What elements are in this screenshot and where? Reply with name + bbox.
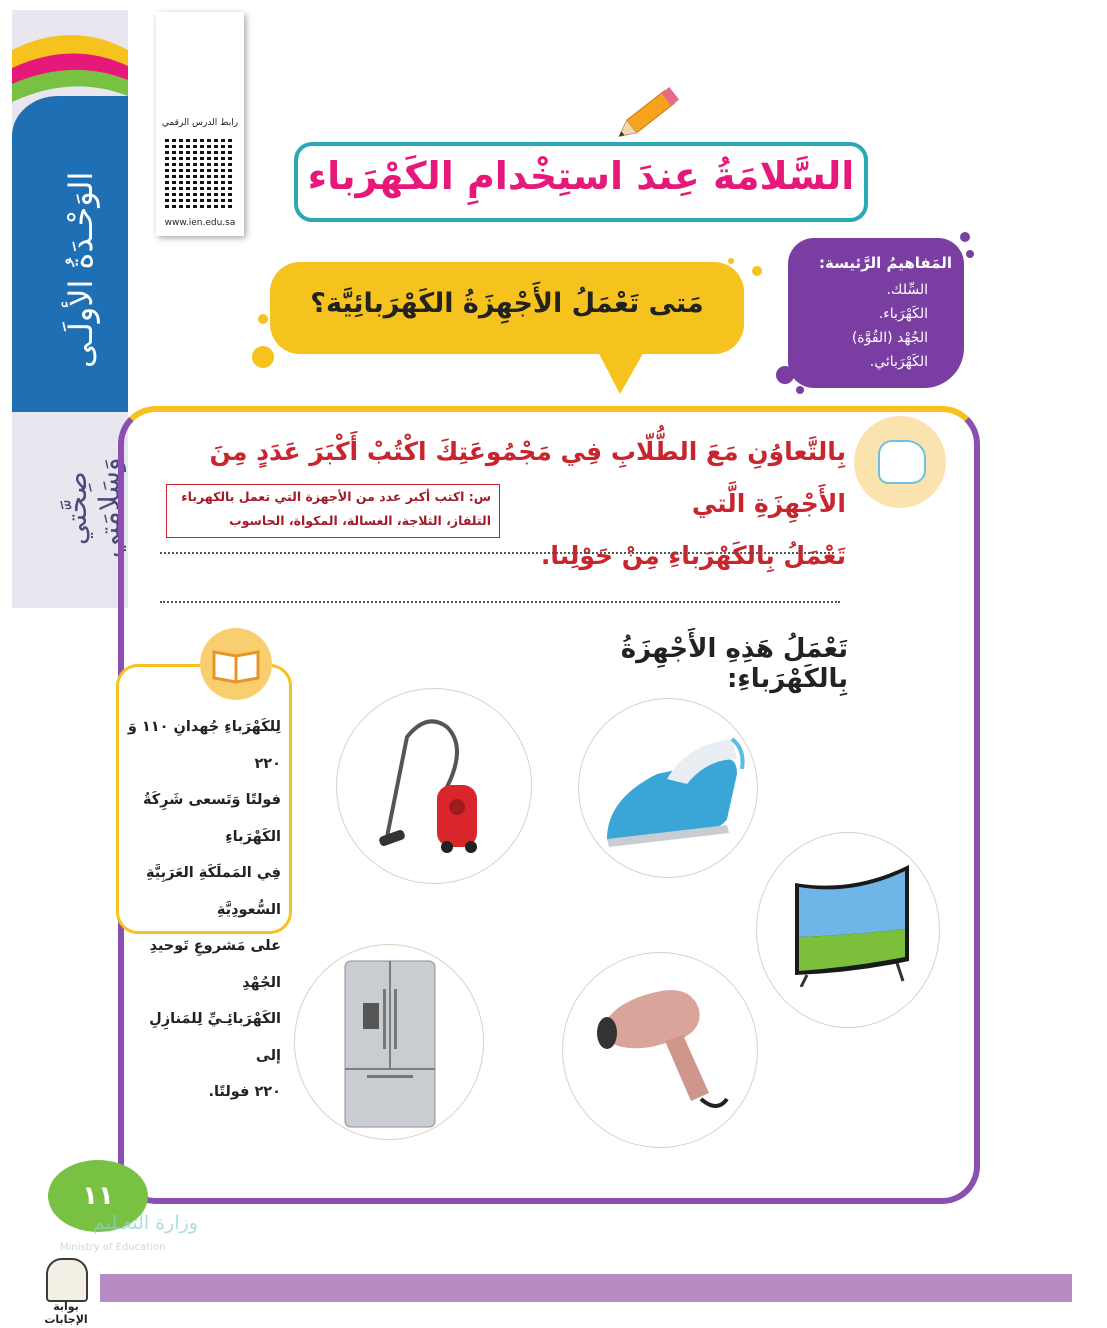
title-box	[294, 142, 868, 222]
question-bubble-tail	[596, 348, 646, 394]
hair-dryer-circle	[562, 952, 758, 1148]
decor-dot	[776, 366, 794, 384]
info-line: فِي المَملَكَةِ العَرَبِيَّةِ السُّعودِيَّةِ	[145, 865, 281, 918]
pencil-icon	[608, 80, 688, 150]
qr-card[interactable]	[156, 12, 244, 236]
info-line: لِلكَهْرَباءِ جُهدانِ ١١٠ وَ ٢٢٠	[127, 719, 281, 772]
activity-line-2: تَعْمَلُ بِالكَهْرَباءِ مِنْ حَوْلِنا.	[540, 541, 846, 570]
hair-dryer-icon	[591, 981, 731, 1121]
activity-line-1: بِالتَّعاوُنِ مَعَ الطُّلّابِ فِي مَجْمُوعَتِكَ اكْتُبْ أَكْبَرَ عَدَدٍ مِنَ الأَجْهِزَةِ الَّتي	[209, 437, 846, 518]
concept-item: الكَهْرَبائي.	[869, 354, 928, 370]
book-icon	[200, 628, 272, 700]
decor-dot	[752, 266, 762, 276]
info-text	[127, 709, 281, 1111]
vacuum-cleaner-circle	[336, 688, 532, 884]
answer-text: التلفاز، الثلاجة، الغسالة، المكواة، الحاسوب	[229, 513, 491, 528]
steam-iron-icon	[597, 729, 747, 849]
answer-box	[166, 484, 500, 538]
ministry-logo-text-en: Ministry of Education	[60, 1242, 166, 1253]
decor-dot	[728, 258, 734, 264]
vacuum-cleaner-icon	[377, 707, 487, 857]
devices-title: تَعْمَلُ هَذِهِ الأَجْهِزَةُ بِالكَهْرَباءِ:	[620, 634, 848, 694]
answer-question: س: اكتب أكبر عدد من الأجهزة التي تعمل بالكهرباء	[181, 489, 491, 504]
info-box	[116, 664, 292, 1100]
decor-dot	[258, 314, 268, 324]
decor-dot	[796, 386, 804, 394]
refrigerator-icon	[343, 959, 437, 1129]
info-line: ٢٢٠ فولتًا.	[208, 1084, 281, 1100]
map-shape	[878, 440, 926, 484]
concept-item: الجُهْد (القُوَّة)	[851, 330, 928, 346]
decor-dot	[966, 250, 974, 258]
steam-iron-circle	[578, 698, 758, 878]
question-text: مَتى تَعْمَلُ الأَجْهِزَةُ الكَهْرَبائِيَّة؟	[310, 288, 704, 319]
qr-url[interactable]: www.ien.edu.sa	[164, 218, 236, 228]
television-circle	[756, 832, 940, 1028]
answer-line-1[interactable]	[160, 552, 834, 554]
concept-item: السِّلك.	[886, 282, 928, 298]
page-number: ١١	[48, 1160, 148, 1232]
portal-logo	[46, 1258, 88, 1302]
refrigerator-circle	[294, 944, 484, 1140]
lesson-title: صِحَّتي وَسَلامَتي	[60, 457, 126, 559]
bottom-bar	[100, 1274, 1072, 1302]
television-icon	[793, 863, 913, 987]
question-bubble	[270, 262, 744, 354]
decor-dot	[960, 232, 970, 242]
info-line: على مَشروعِ تَوحيدِ الجُهْدِ	[149, 938, 281, 991]
key-concepts-bubble	[788, 238, 964, 388]
decor-dot	[252, 346, 274, 368]
concept-item: الكَهْرَباء.	[878, 306, 928, 322]
portal-label[interactable]: بوابة الإجابات	[44, 1300, 88, 1326]
page-title: السَّلامَةُ عِندَ استِخْدامِ الكَهْرَباء	[307, 154, 855, 198]
info-line: فولتًا وَتَسعى شَرِكَةُ الكَهْرَباءِ	[142, 792, 281, 845]
answer-line-2[interactable]	[160, 601, 840, 603]
unit-title: الوَحْـدَةُ الأولَـى	[62, 171, 100, 369]
ministry-logo-text: وزارة التعـليم	[92, 1212, 198, 1234]
qr-label: رابط الدرس الرقمي	[161, 118, 239, 128]
qr-code[interactable]	[165, 138, 235, 208]
saudi-map-icon	[854, 416, 946, 508]
info-line: الكَهْرَبائِـيِّ لِلمَنازِلِ إلى	[149, 1011, 281, 1064]
key-concepts-title: المَفاهيمُ الرَّئيسة:	[819, 254, 952, 272]
